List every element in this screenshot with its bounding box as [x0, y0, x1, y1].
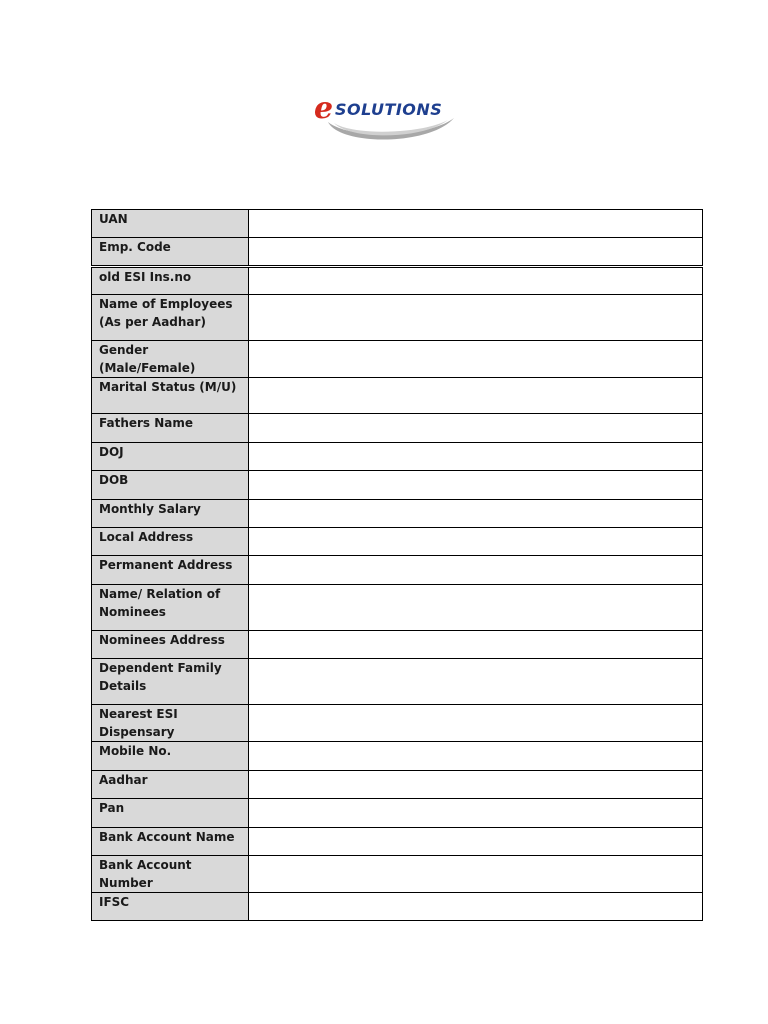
form-row	[92, 500, 703, 528]
form-field-value[interactable]	[249, 705, 703, 742]
form-field-label: Marital Status (M/U)	[92, 378, 249, 414]
form-field-label: Bank Account Number	[92, 856, 249, 893]
form-field-label: Emp. Code	[92, 238, 249, 267]
form-field-label: Local Address	[92, 528, 249, 556]
form-field-label: Aadhar	[92, 771, 249, 799]
form-row	[92, 856, 703, 893]
form-field-label: Name of Employees (As per Aadhar)	[92, 295, 249, 341]
form-row	[92, 414, 703, 443]
form-field-value[interactable]	[249, 742, 703, 771]
form-row	[92, 341, 703, 378]
form-row	[92, 238, 703, 267]
form-field-value[interactable]	[249, 414, 703, 443]
form-field-value[interactable]	[249, 893, 703, 921]
form-field-value[interactable]	[249, 210, 703, 238]
logo-initial: e	[314, 91, 334, 126]
form-field-value[interactable]	[249, 556, 703, 585]
esolutions-logo	[310, 88, 460, 146]
form-field-value[interactable]	[249, 528, 703, 556]
form-row	[92, 659, 703, 705]
form-field-value[interactable]	[249, 378, 703, 414]
form-row	[92, 799, 703, 828]
form-row	[92, 893, 703, 921]
form-field-value[interactable]	[249, 631, 703, 659]
form-row	[92, 585, 703, 631]
form-field-value[interactable]	[249, 828, 703, 856]
form-field-label: DOJ	[92, 443, 249, 471]
form-row	[92, 267, 703, 295]
form-field-label: Bank Account Name	[92, 828, 249, 856]
form-row	[92, 771, 703, 799]
form-field-value[interactable]	[249, 856, 703, 893]
form-field-label: Fathers Name	[92, 414, 249, 443]
form-field-label: IFSC	[92, 893, 249, 921]
form-row	[92, 742, 703, 771]
form-field-label: DOB	[92, 471, 249, 500]
form-field-label: Monthly Salary	[92, 500, 249, 528]
form-field-value[interactable]	[249, 238, 703, 267]
form-row	[92, 378, 703, 414]
form-field-label: Name/ Relation of Nominees	[92, 585, 249, 631]
form-field-value[interactable]	[249, 267, 703, 295]
form-field-value[interactable]	[249, 295, 703, 341]
form-row	[92, 471, 703, 500]
form-row	[92, 443, 703, 471]
form-row	[92, 631, 703, 659]
form-field-label: Permanent Address	[92, 556, 249, 585]
form-row	[92, 528, 703, 556]
form-field-value[interactable]	[249, 799, 703, 828]
form-row	[92, 295, 703, 341]
form-field-value[interactable]	[249, 443, 703, 471]
form-field-label: Nearest ESI Dispensary	[92, 705, 249, 742]
form-field-value[interactable]	[249, 771, 703, 799]
form-row	[92, 556, 703, 585]
form-field-label: Dependent Family Details	[92, 659, 249, 705]
form-row	[92, 705, 703, 742]
form-row	[92, 210, 703, 238]
form-body	[92, 210, 703, 921]
form-field-value[interactable]	[249, 585, 703, 631]
employee-details-form	[91, 209, 703, 921]
form-row	[92, 828, 703, 856]
form-field-label: old ESI Ins.no	[92, 267, 249, 295]
form-field-value[interactable]	[249, 471, 703, 500]
form-field-label: Pan	[92, 799, 249, 828]
esolutions-logo-graphic	[310, 88, 460, 146]
form-field-value[interactable]	[249, 341, 703, 378]
form-field-value[interactable]	[249, 659, 703, 705]
logo-word: SOLUTIONS	[335, 100, 443, 119]
form-field-value[interactable]	[249, 500, 703, 528]
form-field-label: Gender (Male/Female)	[92, 341, 249, 378]
form-field-label: Nominees Address	[92, 631, 249, 659]
form-field-label: UAN	[92, 210, 249, 238]
form-field-label: Mobile No.	[92, 742, 249, 771]
